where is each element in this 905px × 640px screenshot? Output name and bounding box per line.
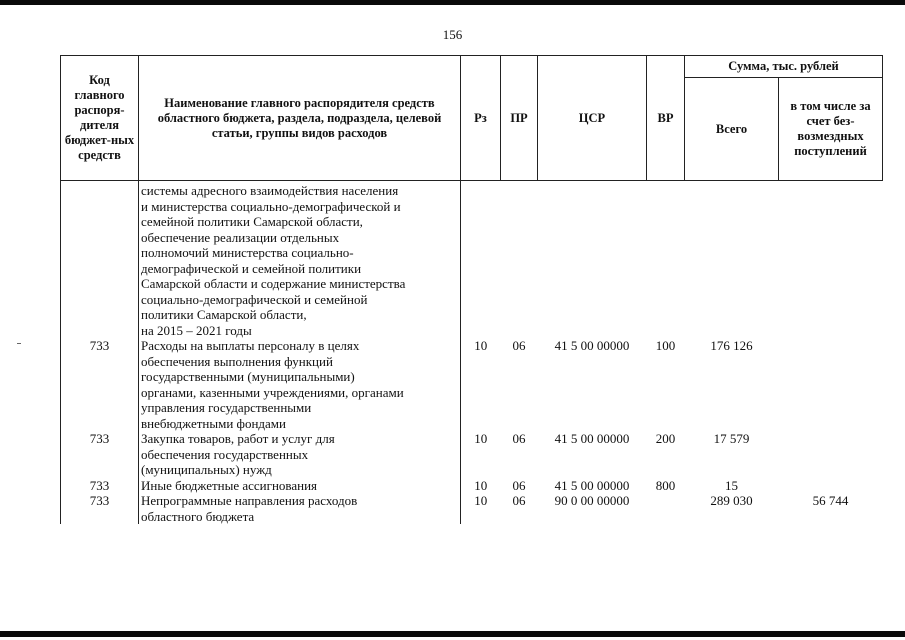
cell-vr: 200 [655, 431, 676, 446]
scan-border-top [0, 0, 905, 5]
cell-incl [779, 478, 883, 494]
cell-csr: 41 5 00 00000 [554, 477, 630, 493]
cell-incl: 56 744 [812, 493, 849, 508]
header-pr: ПР [501, 56, 538, 181]
header-name: Наименование главного распорядителя средств областного бюджета, раздела, подраздела, целевой статьи, группы видов расходов [139, 56, 461, 181]
cell-code: 733 [61, 478, 139, 494]
header-sum-group: Сумма, тыс. рублей [685, 56, 883, 78]
cell-pr: 06 [512, 338, 526, 353]
margin-mark [17, 343, 21, 344]
cell-name: Закупка товаров, работ и услуг для обеспечения государственных (муниципальных) нужд [139, 431, 461, 478]
cell-csr: 41 5 00 00000 [554, 338, 630, 353]
table-row [61, 338, 883, 431]
cell-code: 733 [61, 338, 139, 431]
header-rz: Рз [461, 56, 501, 181]
table-row [61, 493, 883, 524]
budget-table [60, 55, 883, 524]
cell-vr [647, 493, 685, 524]
header-csr: ЦСР [538, 56, 647, 181]
cell-name: системы адресного взаимодействия населения и министерства социально-демографической и семейной политики Самарской области, обеспечение реализации отдельных полномочий министерства социально- демографической и семейной политики Самарской области и содержание министерства социально-демографической и семейной политики Самарской области, на 2015 – 2021 годы [139, 181, 461, 339]
cell-vr: 800 [655, 477, 676, 493]
header-vr: ВР [647, 56, 685, 181]
cell-total: 17 579 [713, 431, 750, 446]
cell-pr: 06 [512, 493, 526, 508]
page-number: 156 [442, 27, 463, 42]
cell-vr: 100 [655, 338, 676, 353]
table-header [61, 56, 883, 181]
cell-rz: 10 [474, 338, 488, 353]
scan-border-bottom [0, 631, 905, 637]
cell-name: Иные бюджетные ассигнования [139, 478, 461, 494]
header-incl: в том числе за счет без-возмездных поступлений [779, 78, 883, 181]
cell-csr: 90 0 00 00000 [554, 493, 630, 508]
cell-code: 733 [61, 431, 139, 478]
table-row [61, 431, 883, 478]
cell-name: Непрограммные направления расходов областного бюджета [139, 493, 461, 524]
cell-pr: 06 [512, 431, 526, 446]
cell-code: 733 [61, 493, 139, 524]
cell-code [61, 181, 139, 339]
cell-csr: 41 5 00 00000 [554, 431, 630, 446]
cell-total: 15 [725, 477, 738, 493]
header-code: Код главного распоря-дителя бюджет-ных средств [61, 56, 139, 181]
cell-name: Расходы на выплаты персоналу в целях обеспечения выполнения функций государственными (муниципальными) органами, казенными учреждениями, органами управления государственными внебюджетными фондами [139, 338, 461, 431]
cell-total: 289 030 [710, 493, 753, 508]
cell-rz: 10 [474, 493, 488, 508]
cell-rz: 10 [474, 431, 488, 446]
cell-pr: 06 [512, 477, 526, 493]
table-row-continuation [61, 181, 883, 339]
cell-incl [779, 338, 883, 431]
table-body [61, 181, 883, 525]
header-total: Всего [685, 78, 779, 181]
cell-incl [779, 431, 883, 478]
cell-total: 176 126 [710, 338, 753, 353]
cell-rz: 10 [474, 477, 488, 493]
table-row [61, 478, 883, 494]
